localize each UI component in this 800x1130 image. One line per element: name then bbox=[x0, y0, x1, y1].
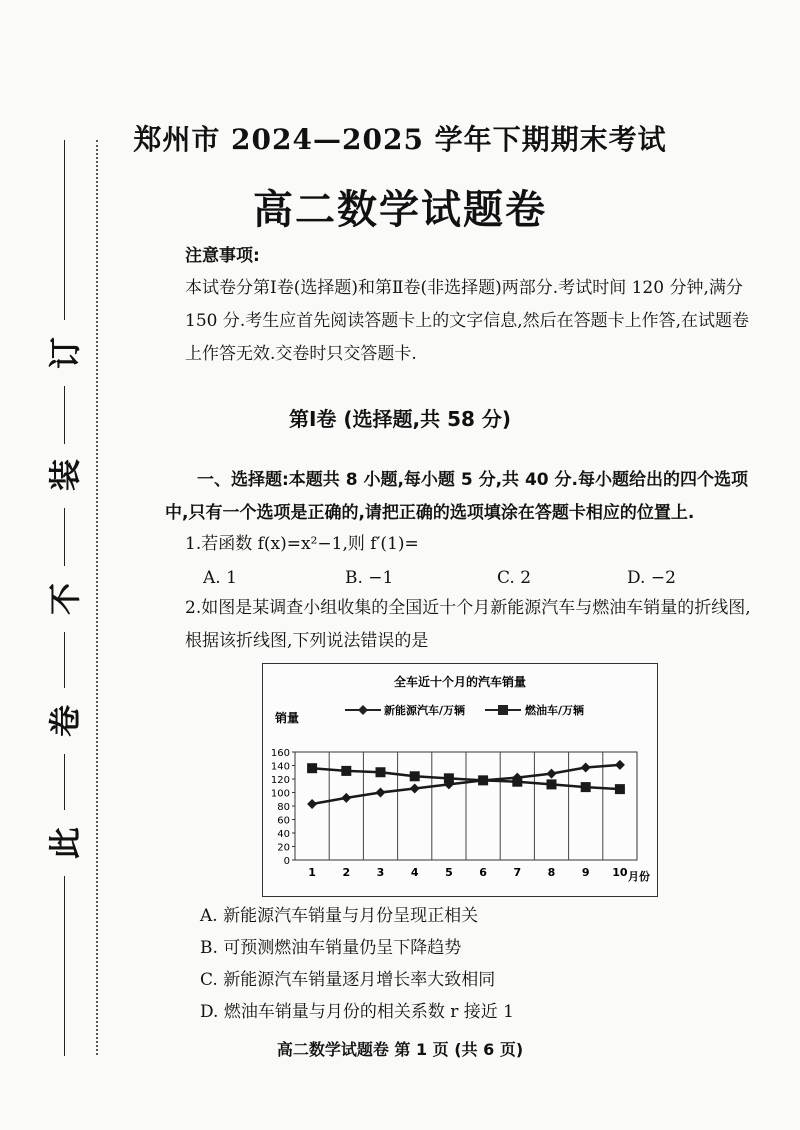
data-point-new-energy bbox=[341, 793, 351, 803]
data-point-fuel bbox=[581, 782, 591, 792]
question-2-option-a: A. 新能源汽车销量与月份呈现正相关 bbox=[200, 906, 479, 926]
question-1-option-c: C. 2 bbox=[497, 568, 532, 588]
data-point-fuel bbox=[410, 771, 420, 781]
binding-char-ding: 订 bbox=[46, 337, 84, 370]
y-tick-label: 20 bbox=[277, 842, 290, 854]
binding-dotted-line bbox=[96, 140, 98, 1055]
legend-label-new-energy: 新能源汽车/万辆 bbox=[384, 704, 466, 717]
sales-line-chart bbox=[262, 663, 658, 897]
data-point-new-energy bbox=[615, 760, 625, 770]
y-tick-label: 100 bbox=[270, 788, 290, 800]
data-point-fuel bbox=[547, 779, 557, 789]
data-point-fuel bbox=[444, 773, 454, 783]
binding-line-segment bbox=[64, 508, 65, 566]
notice-heading: 注意事项: bbox=[185, 246, 260, 266]
question-1-option-d: D. −2 bbox=[627, 568, 676, 588]
chart-title: 全车近十个月的汽车销量 bbox=[393, 675, 527, 689]
data-point-new-energy bbox=[581, 763, 591, 773]
binding-line-segment bbox=[64, 876, 65, 1056]
x-tick-label: 4 bbox=[410, 866, 419, 879]
chart-x-label: 月份 bbox=[628, 870, 650, 883]
x-tick-label: 1 bbox=[308, 866, 316, 879]
x-tick-label: 5 bbox=[445, 866, 453, 879]
data-point-fuel bbox=[512, 777, 522, 787]
binding-char-ci: 此 bbox=[46, 827, 84, 860]
data-point-fuel bbox=[376, 767, 386, 777]
question-1-stem: 1.若函数 f(x)=x²−1,则 f′(1)= bbox=[185, 534, 419, 554]
legend-marker-square bbox=[498, 705, 508, 715]
y-tick-label: 40 bbox=[277, 829, 290, 840]
binding-char-juan: 卷 bbox=[46, 705, 84, 738]
data-point-new-energy bbox=[376, 788, 386, 798]
data-point-fuel bbox=[615, 784, 625, 794]
x-tick-label: 3 bbox=[376, 866, 385, 879]
data-point-new-energy bbox=[307, 799, 317, 809]
binding-line-segment bbox=[64, 632, 65, 688]
question-1-option-a: A. 1 bbox=[203, 568, 237, 588]
y-tick-label: 120 bbox=[270, 775, 290, 786]
question-1-option-b: B. −1 bbox=[345, 568, 394, 588]
y-tick-label: 0 bbox=[283, 856, 290, 867]
x-tick-label: 9 bbox=[581, 866, 590, 879]
data-point-new-energy bbox=[410, 783, 420, 793]
binding-char-zhuang: 装 bbox=[46, 459, 84, 492]
question-2-option-d: D. 燃油车销量与月份的相关系数 r 接近 1 bbox=[200, 1002, 514, 1022]
x-tick-label: 8 bbox=[547, 866, 556, 879]
section-heading: 第Ⅰ卷 (选择题,共 58 分) bbox=[288, 407, 512, 431]
data-point-fuel bbox=[478, 775, 488, 785]
y-tick-label: 160 bbox=[270, 748, 290, 759]
y-tick-label: 140 bbox=[270, 761, 290, 773]
legend-marker-diamond bbox=[358, 705, 368, 715]
data-point-fuel bbox=[341, 766, 351, 776]
question-2-option-b: B. 可预测燃油车销量仍呈下降趋势 bbox=[200, 938, 462, 958]
x-tick-label: 6 bbox=[479, 866, 487, 879]
x-tick-label: 2 bbox=[342, 866, 351, 879]
exam-title: 郑州市 2024—2025 学年下期期末考试 bbox=[133, 123, 667, 156]
y-tick-label: 80 bbox=[277, 802, 290, 813]
data-point-fuel bbox=[307, 763, 317, 773]
data-point-new-energy bbox=[547, 769, 557, 779]
chart-y-label: 销量 bbox=[275, 711, 300, 725]
exam-subtitle: 高二数学试题卷 bbox=[253, 187, 547, 233]
x-tick-label: 10 bbox=[612, 866, 628, 879]
binding-char-bu: 不 bbox=[46, 583, 84, 616]
y-tick-label: 60 bbox=[277, 815, 290, 827]
notice-body: 本试卷分第Ⅰ卷(选择题)和第Ⅱ卷(非选择题)两部分.考试时间 120 分钟,满分 150 分.考生应首先阅读答题卡上的文字信息,然后在答题卡上作答,在试题卷上作答无效.交卷时只交答题卡. bbox=[185, 278, 750, 364]
chart-canvas bbox=[263, 664, 657, 896]
legend-label-fuel: 燃油车/万辆 bbox=[525, 704, 585, 717]
question-2-stem: 2.如图是某调查小组收集的全国近十个月新能源汽车与燃油车销量的折线图,根据该折线图,下列说法错误的是 bbox=[185, 598, 751, 651]
question-2-option-c: C. 新能源汽车销量逐月增长率大致相同 bbox=[200, 970, 496, 990]
x-tick-label: 7 bbox=[513, 866, 522, 879]
binding-line-segment bbox=[64, 754, 65, 810]
section-intro: 一、选择题:本题共 8 小题,每小题 5 分,共 40 分.每小题给出的四个选项中,只有一个选项是正确的,请把正确的选项填涂在答题卡相应的位置上. bbox=[165, 470, 748, 523]
page-footer: 高二数学试题卷 第 1 页 (共 6 页) bbox=[276, 1040, 524, 1059]
